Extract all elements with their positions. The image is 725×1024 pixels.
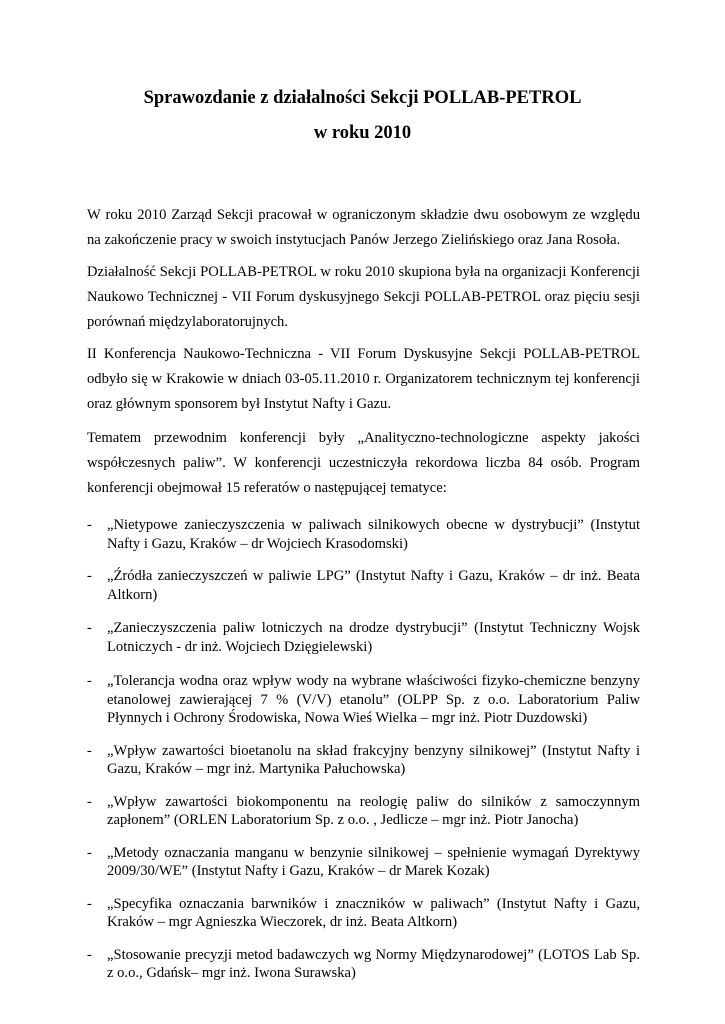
list-item [87, 567, 640, 604]
topic-text: „Tolerancja wodna oraz wpływ wody na wybrane właściwości fizyko-chemiczne benzyny etanolowej zawierającej 7 % (V/V) etanolu” (OLPP Sp. z o.o. Laboratorium Paliw Płynnych i Ochrony Środowiska, Nowa Wieś Wielka – mgr inż. Piotr Duzdowski) [107, 673, 640, 726]
list-item [87, 895, 640, 932]
topic-text: „Stosowanie precyzji metod badawczych wg Normy Międzynarodowej” (LOTOS Lab Sp. z o.o., Gdańsk– mgr inż. Iwona Surawska) [107, 946, 640, 981]
document-subtitle: w roku 2010 [313, 123, 412, 143]
topic-text: „Wpływ zawartości bioetanolu na skład frakcyjny benzyny silnikowej” (Instytut Nafty i Gazu, Kraków – mgr inż. Martynika Pałuchowska) [107, 742, 640, 777]
list-item [87, 619, 640, 656]
document-title: Sprawozdanie z działalności Sekcji POLLAB-PETROL [143, 88, 582, 108]
paragraph-board: W roku 2010 Zarząd Sekcji pracował w ograniczonym składzie dwu osobowym ze względu na zakończenie pracy w swoich instytucjach Panów Jerzego Zielińskiego oraz Jana Rosoła. [87, 207, 640, 248]
paragraph-conference: II Konferencja Naukowo-Techniczna - VII Forum Dyskusyjne Sekcji POLLAB-PETROL odbyło się w Krakowie w dniach 03-05.11.2010 r. Organizatorem technicznym tej konferencji oraz głównym sponsorem był Instytut Nafty i Gazu. [87, 346, 640, 412]
bullet-dash: - [87, 946, 92, 963]
paragraph-program: Tematem przewodnim konferencji były „Analityczno-technologiczne aspekty jakości współczesnych paliw”. W konferencji uczestniczyła rekordowa liczba 84 osób. Program konferencji obejmował 15 referatów o następującej tematyce: [87, 430, 640, 496]
paragraph-activity: Działalność Sekcji POLLAB-PETROL w roku 2010 skupiona była na organizacji Konferencji Naukowo Technicznej - VII Forum dyskusyjnego Sekcji POLLAB-PETROL oraz pięciu sesji porównań międzylaboratorujnych. [87, 264, 640, 330]
topic-text: „Zanieczyszczenia paliw lotniczych na drodze dystrybucji” (Instytut Techniczny Wojsk Lotniczych - dr inż. Wojciech Dzięgielewski) [107, 620, 640, 655]
bullet-dash: - [87, 673, 92, 689]
topic-text: „Wpływ zawartości biokomponentu na reologię paliw do silników z samoczynnym zapłonem” (ORLEN Laboratorium Sp. z o.o. , Jedlicze – mgr inż. Piotr Janocha) [107, 793, 640, 828]
bullet-dash: - [87, 620, 92, 636]
bullet-dash: - [87, 895, 92, 912]
bullet-dash: - [87, 793, 92, 810]
bullet-dash: - [87, 844, 92, 861]
topic-text: „Specyfika oznaczania barwników i znaczników w paliwach” (Instytut Nafty i Gazu, Kraków – mgr Agnieszka Wieczorek, dr inż. Beata Altkorn) [107, 895, 640, 930]
bullet-dash: - [87, 568, 92, 584]
list-item [87, 793, 640, 830]
topic-text: „Metody oznaczania manganu w benzynie silnikowej – spełnienie wymagań Dyrektywy 2009/30/WE” (Instytut Nafty i Gazu, Kraków – dr Marek Kozak) [107, 844, 640, 879]
list-item [87, 516, 640, 553]
topic-text: „Nietypowe zanieczyszczenia w paliwach silnikowych obecne w dystrybucji” (Instytut Nafty i Gazu, Kraków – dr Wojciech Krasodomski) [107, 517, 640, 552]
list-item [87, 946, 640, 983]
list-item [87, 672, 640, 728]
bullet-dash: - [87, 517, 92, 533]
bullet-dash: - [87, 742, 92, 759]
list-item [87, 844, 640, 881]
list-item [87, 742, 640, 779]
topic-text: „Źródła zanieczyszczeń w paliwie LPG” (Instytut Nafty i Gazu, Kraków – dr inż. Beata Altkorn) [107, 568, 640, 603]
topic-list [87, 512, 640, 983]
